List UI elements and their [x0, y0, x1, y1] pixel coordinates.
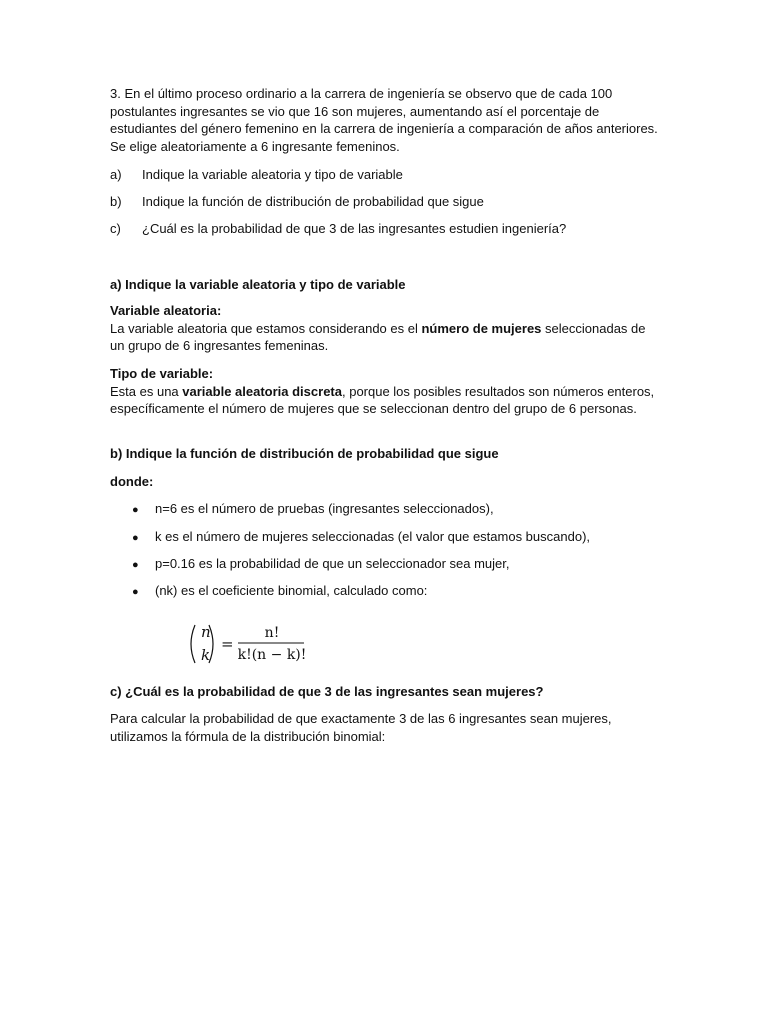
bullet-item	[132, 582, 672, 602]
option-c-text: ¿Cuál es la probabilidad de que 3 de las ingresantes estudien ingeniería?	[142, 221, 567, 236]
random-variable-text	[110, 320, 660, 355]
formula-equals: =	[221, 635, 234, 653]
bullet-dot-icon: ●	[132, 504, 139, 516]
option-b-letter: b)	[110, 194, 122, 209]
bullet-item	[132, 528, 672, 548]
bullet-dot-icon: ●	[132, 559, 139, 571]
formula-denominator: k!(n − k)!	[237, 647, 307, 663]
bullet-text: (nk) es el coeficiente binomial, calculado como:	[155, 583, 428, 598]
donde-label: donde:	[110, 474, 154, 489]
option-c	[110, 220, 670, 238]
bullet-item	[132, 555, 672, 575]
option-a-letter: a)	[110, 167, 122, 182]
option-c-letter: c)	[110, 221, 121, 236]
random-variable-block	[110, 302, 660, 355]
option-b	[110, 193, 670, 211]
formula-bottom-var: k	[201, 646, 211, 664]
bullet-item	[132, 500, 672, 520]
option-b-text: Indique la función de distribución de probabilidad que sigue	[142, 194, 484, 209]
section-a-heading: a) Indique la variable aleatoria y tipo de variable	[110, 277, 406, 292]
binomial-coefficient-formula	[186, 620, 316, 668]
bullet-dot-icon: ●	[132, 532, 139, 544]
section-c-text: Para calcular la probabilidad de que exactamente 3 de las 6 ingresantes sean mujeres, utilizamos la fórmula de la distribución binomial:	[110, 711, 612, 744]
bullet-text: n=6 es el número de pruebas (ingresantes seleccionados),	[155, 501, 494, 516]
variable-type-text	[110, 383, 660, 418]
left-parenthesis-icon	[191, 625, 195, 663]
bullet-text: p=0.16 es la probabilidad de que un seleccionador sea mujer,	[155, 556, 510, 571]
variable-type-text-1: Esta es una	[110, 383, 183, 399]
variable-type-emphasis: variable aleatoria discreta	[182, 383, 342, 399]
variable-type-block	[110, 365, 660, 418]
option-a	[110, 166, 670, 184]
random-variable-label: Variable aleatoria:	[110, 303, 222, 318]
formula-numerator: n!	[264, 625, 280, 641]
variable-type-text-2: , porque los posibles resultados son números enteros, específicamente el número de mujeres que se seleccionan dentro del grupo de 6 personas.	[110, 383, 655, 416]
bullet-dot-icon: ●	[132, 586, 139, 598]
formula-top-var: n	[201, 623, 211, 641]
variable-type-label: Tipo de variable:	[110, 366, 214, 381]
section-c-heading: c) ¿Cuál es la probabilidad de que 3 de las ingresantes sean mujeres?	[110, 684, 544, 699]
random-variable-text-1: La variable aleatoria que estamos considerando es el	[110, 320, 422, 336]
bullet-text: k es el número de mujeres seleccionadas (el valor que estamos buscando),	[155, 529, 591, 544]
random-variable-text-2: seleccionadas de un grupo de 6 ingresantes femeninas.	[110, 320, 646, 353]
random-variable-emphasis: número de mujeres	[421, 320, 542, 336]
section-b-heading: b) Indique la función de distribución de probabilidad que sigue	[110, 446, 499, 461]
option-a-text: Indique la variable aleatoria y tipo de variable	[142, 167, 403, 182]
problem-statement: 3. En el último proceso ordinario a la carrera de ingeniería se observo que de cada 100 postulantes ingresantes se vio que 16 son mujeres, aumentando así el porcentaje de estudiantes del género femenino en la carrera de ingeniería a comparación de años anteriores. Se elige aleatoriamente a 6 ingresante femeninos.	[110, 86, 658, 154]
